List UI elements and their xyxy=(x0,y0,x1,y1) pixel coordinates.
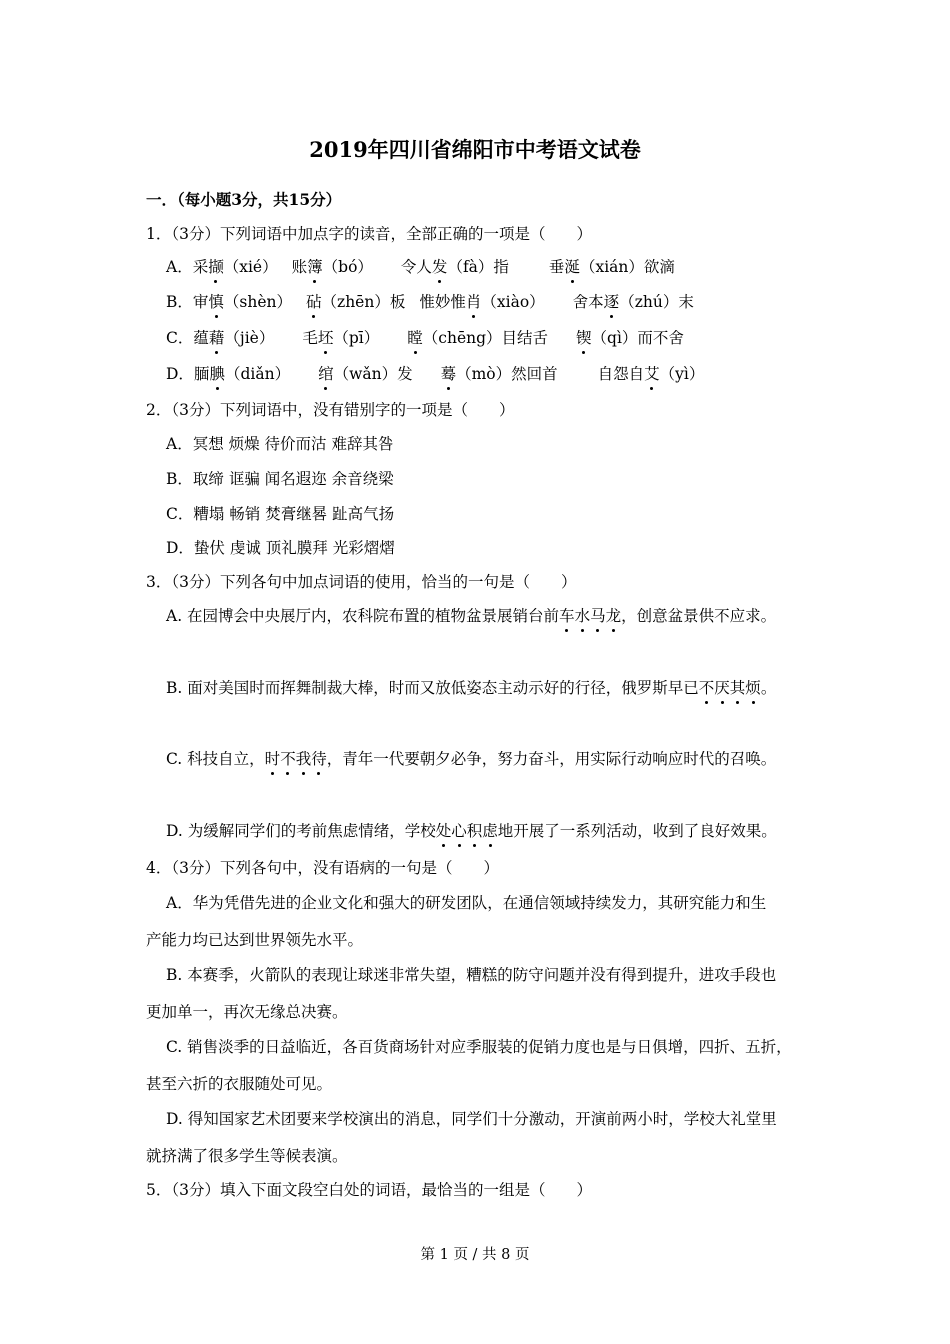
question-1-option-c: C．蕴藉（jiè） 毛坯（pī） 瞠（chēng）目结舌 锲（qì）而不舍 xyxy=(166,329,684,347)
question-2-option-c: C．糟塌 畅销 焚膏继晷 趾高气扬 xyxy=(166,505,395,523)
page-title: 2019年四川省绵阳市中考语文试卷 xyxy=(309,137,641,162)
question-3-stem: 3．（3分）下列各句中加点词语的使用，恰当的一句是（ ） xyxy=(146,573,577,591)
question-3-option-d: D. 为缓解同学们的考前焦虑情绪，学校处心积虑地开展了一系列活动，收到了良好效果。 xyxy=(166,822,777,840)
question-4-option-d-line1: D. 得知国家艺术团要来学校演出的消息，同学们十分激动，开演前两小时，学校大礼堂里 xyxy=(166,1110,777,1128)
page-footer: 第 1 页 / 共 8 页 xyxy=(420,1247,530,1263)
question-2-stem: 2．（3分）下列词语中，没有错别字的一项是（ ） xyxy=(146,401,515,419)
question-2-option-a: A．冥想 烦燥 待价而沽 难辞其咎 xyxy=(166,435,394,453)
question-2-option-d: D．蛰伏 虔诚 顶礼膜拜 光彩熠熠 xyxy=(166,539,395,557)
question-4-option-a-line1: A．华为凭借先进的企业文化和强大的研发团队，在通信领域持续发力，其研究能力和生 xyxy=(166,894,767,912)
question-2-option-b: B．取缔 诓骗 闻名遐迩 余音绕梁 xyxy=(166,470,394,488)
question-3-option-a: A. 在园博会中央展厅内，农科院布置的植物盆景展销台前车水马龙，创意盆景供不应求。 xyxy=(166,607,777,625)
question-4-option-a-line2: 产能力均已达到世界领先水平。 xyxy=(146,931,364,949)
question-1-option-a: A．采撷（xié） 账簿（bó） 令人发（fà）指 垂涎（xián）欲滴 xyxy=(166,258,675,276)
question-1-stem: 1．（3分）下列词语中加点字的读音，全部正确的一项是（ ） xyxy=(146,225,592,243)
question-5-stem: 5．（3分）填入下面文段空白处的词语，最恰当的一组是（ ） xyxy=(146,1181,592,1199)
question-1-option-d: D．腼腆（diǎn） 绾（wǎn）发 蓦（mò）然回首 自怨自艾（yì） xyxy=(166,365,705,383)
question-4-option-b-line1: B. 本赛季，火箭队的表现让球迷非常失望，糟糕的防守问题并没有得到提升，进攻手段也 xyxy=(166,966,777,984)
question-4-option-d-line2: 就挤满了很多学生等候表演。 xyxy=(146,1147,348,1165)
question-3-option-c: C. 科技自立，时不我待，青年一代要朝夕必争，努力奋斗，用实际行动响应时代的召唤。 xyxy=(166,750,777,768)
question-4-stem: 4．（3分）下列各句中，没有语病的一句是（ ） xyxy=(146,859,499,877)
question-1-option-b: B．审慎（shèn） 砧（zhēn）板 惟妙惟肖（xiào） 舍本逐（zhú）末 xyxy=(166,293,694,311)
question-3-option-b: B. 面对美国时而挥舞制裁大棒，时而又放低姿态主动示好的行径，俄罗斯早已不厌其烦。 xyxy=(166,679,777,697)
question-4-option-b-line2: 更加单一，再次无缘总决赛。 xyxy=(146,1003,348,1021)
question-4-option-c-line2: 甚至六折的衣服随处可见。 xyxy=(146,1075,333,1093)
section-heading: 一．（每小题3分，共15分） xyxy=(146,190,342,209)
question-4-option-c-line1: C. 销售淡季的日益临近，各百货商场针对应季服装的促销力度也是与日俱增，四折、五折， xyxy=(166,1038,792,1056)
